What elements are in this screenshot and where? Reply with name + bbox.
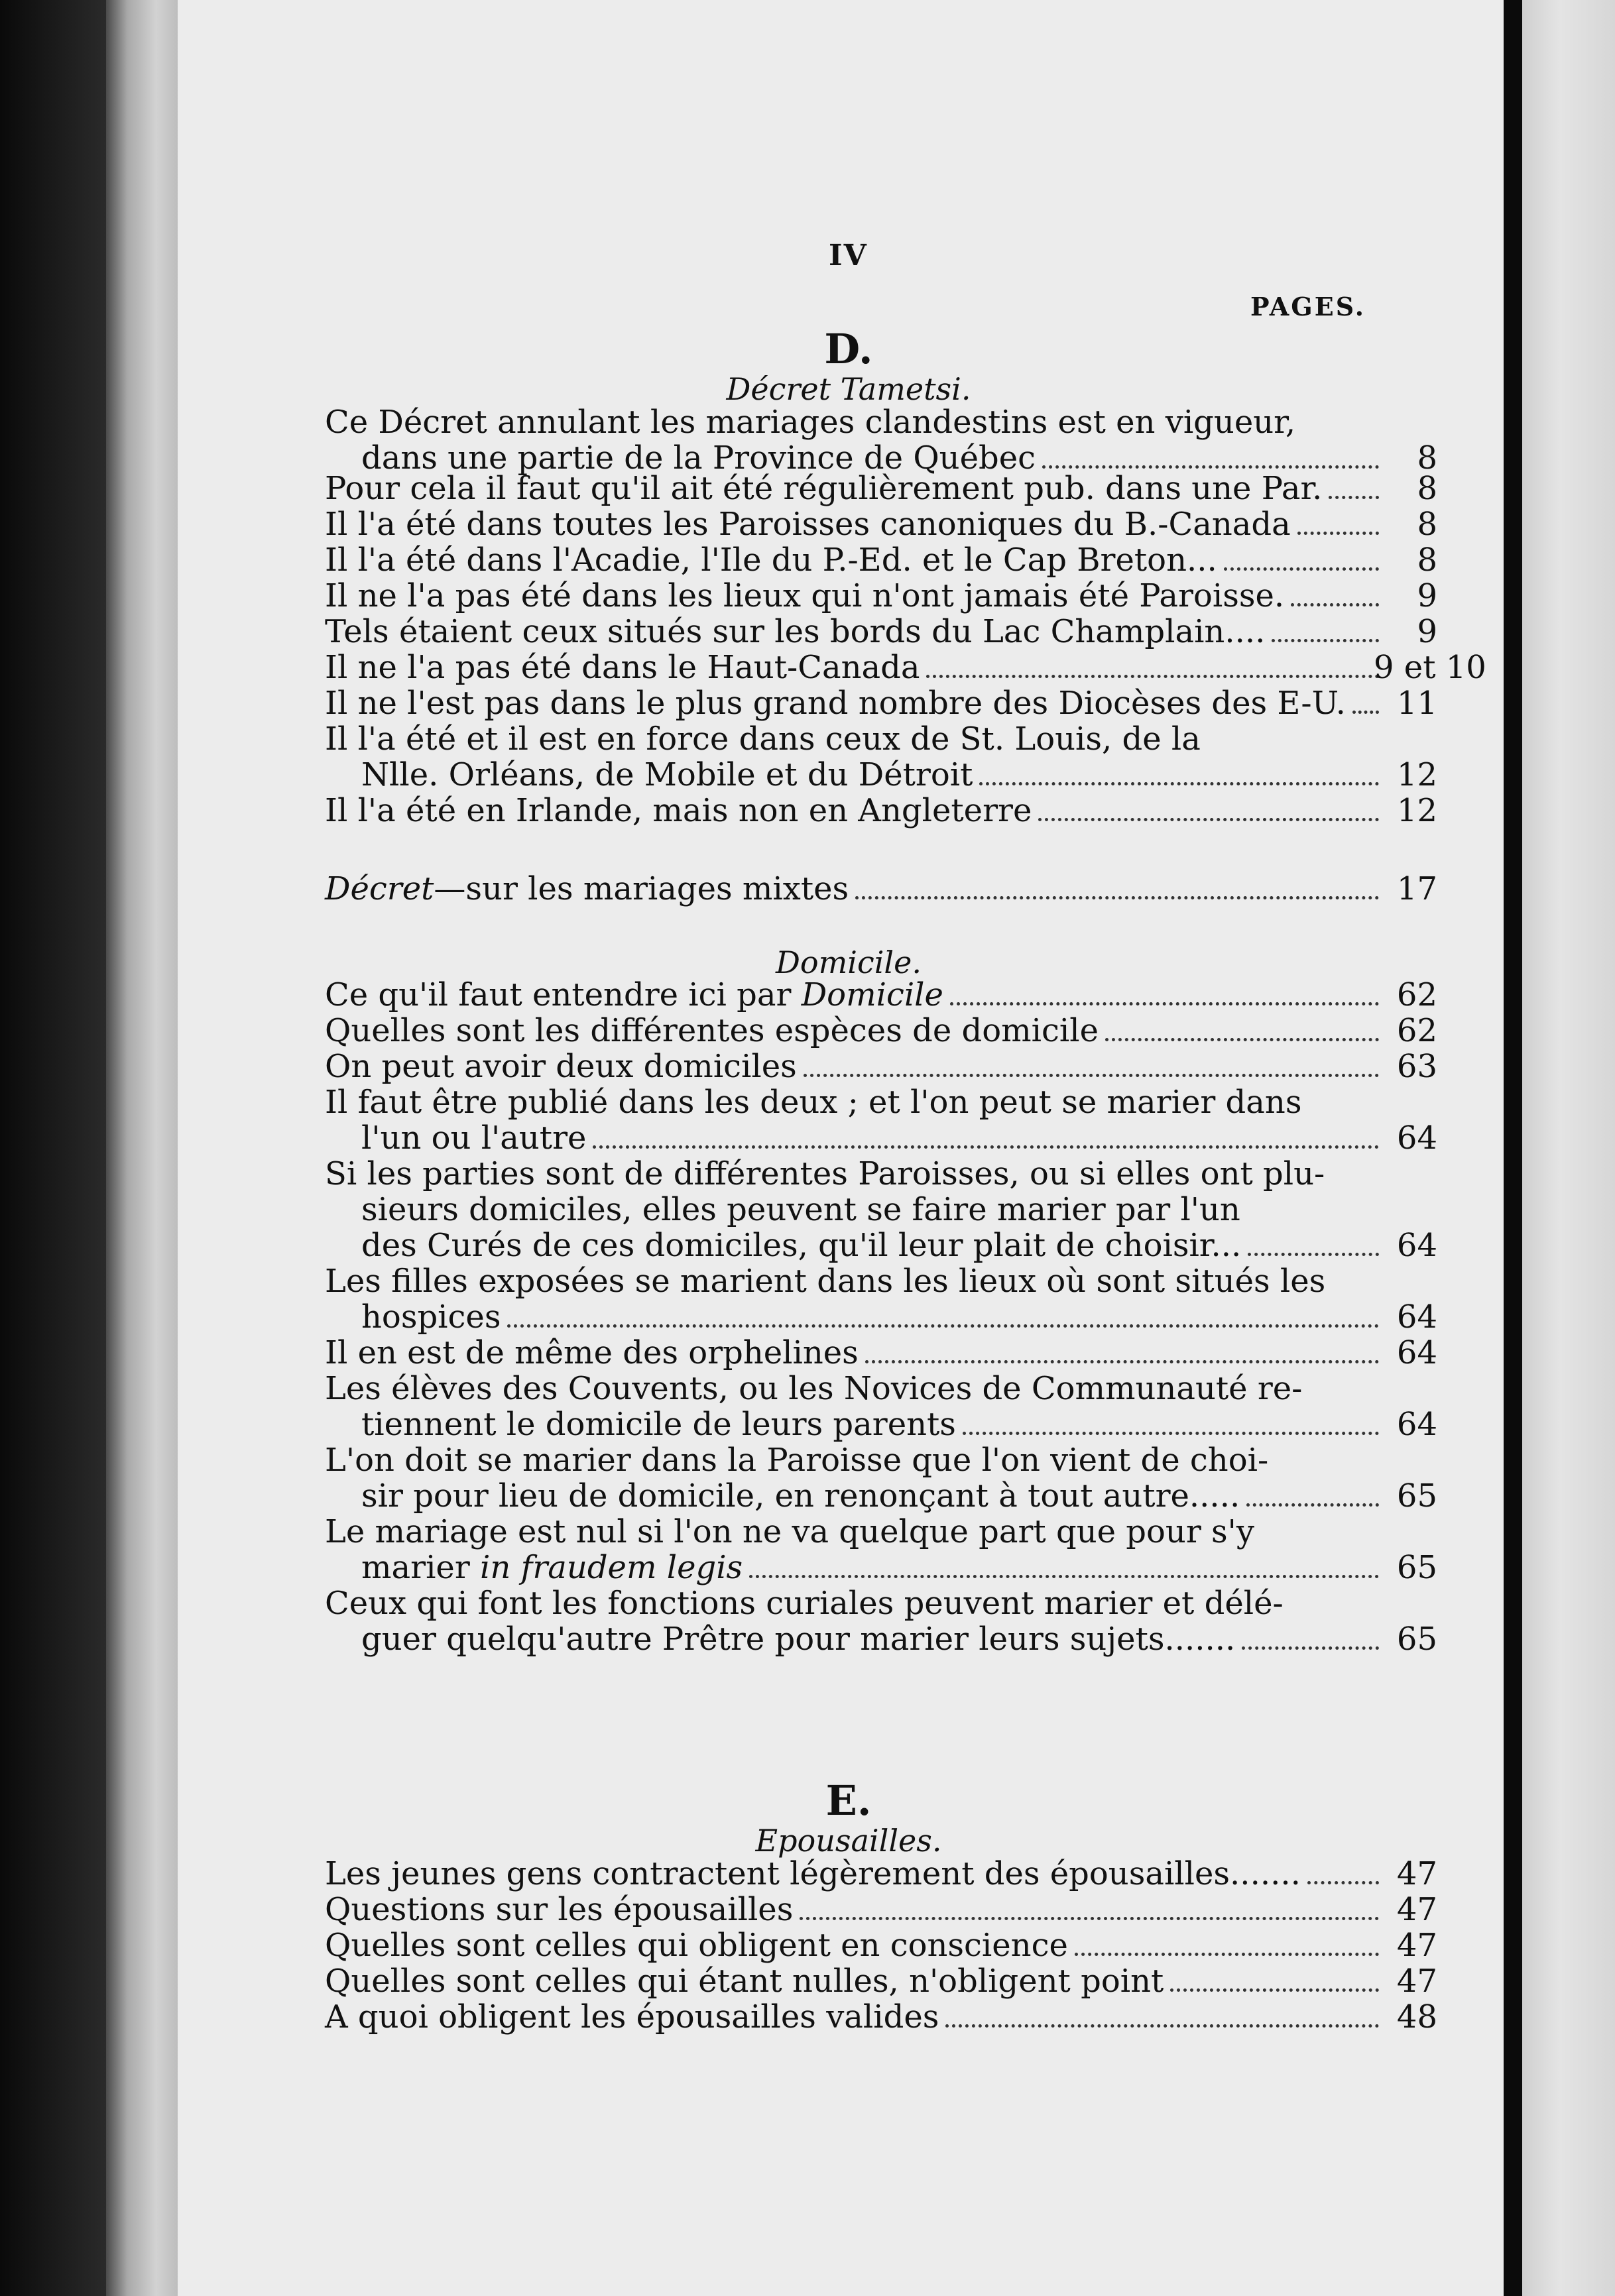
page-number: 47 — [1396, 1963, 1437, 2000]
dot-leader — [950, 1002, 1379, 1005]
entry-line — [325, 871, 1386, 907]
index-entry — [325, 1263, 1437, 1336]
page-number: 12 — [1396, 756, 1437, 793]
entry-text: sieurs domiciles, elles peuvent se faire marier par l'un — [361, 1191, 1240, 1228]
entry-line — [325, 721, 1386, 757]
index-entry — [325, 1513, 1437, 1586]
entry-text: —sur les mariages mixtes — [434, 870, 849, 907]
entry-line — [325, 1999, 1386, 2035]
index-entry — [325, 1442, 1437, 1515]
entry-text: marier in fraudem legis — [361, 1549, 743, 1586]
entry-line — [325, 1084, 1386, 1120]
page-number: 11 — [1396, 685, 1437, 722]
entry-line — [325, 1856, 1386, 1892]
dot-leader — [1242, 1646, 1379, 1650]
dot-leader — [979, 782, 1379, 785]
entry-text: Il en est de même des orphelines — [325, 1334, 859, 1371]
entry-text: l'un ou l'autre — [361, 1119, 587, 1157]
dot-leader — [855, 896, 1379, 899]
dot-leader — [963, 1432, 1379, 1435]
entry-text: Pour cela il faut qu'il ait été régulièrement pub. dans une Par. — [325, 470, 1323, 507]
page-number: 9 — [1417, 577, 1437, 614]
index-entry — [325, 506, 1437, 543]
entry-line — [325, 1120, 1386, 1156]
index-entry — [325, 542, 1437, 579]
entry-line — [325, 471, 1386, 506]
entry-text: Quelles sont les différentes espèces de domicile — [325, 1012, 1099, 1049]
index-entry — [325, 404, 1437, 477]
entry-text: Il l'a été et il est en force dans ceux de St. Louis, de la — [325, 720, 1201, 758]
dot-leader — [1307, 1881, 1379, 1884]
entry-text: A quoi obligent les épousailles valides — [325, 1998, 939, 2036]
entry-text: des Curés de ces domiciles, qu'il leur plait de choisir... — [361, 1227, 1242, 1264]
dot-leader — [1246, 1503, 1379, 1507]
entry-text: Il ne l'a pas été dans les lieux qui n'ont jamais été Paroisse. — [325, 577, 1285, 614]
entry-text: Ce qu'il faut entendre ici par Domicile — [325, 976, 943, 1013]
entry-text: Il ne l'a pas été dans le Haut-Canada — [325, 649, 920, 686]
page-number: 65 — [1396, 1549, 1437, 1586]
entry-line — [325, 614, 1386, 650]
page-number: 65 — [1396, 1477, 1437, 1515]
page-number: 64 — [1396, 1334, 1437, 1371]
entry-text: Tels étaient ceux situés sur les bords du Lac Champlain.... — [325, 613, 1266, 650]
entry-line — [325, 1927, 1386, 1963]
index-entry — [325, 685, 1437, 722]
entry-text: Si les parties sont de différentes Paroisses, ou si elles ont plu- — [325, 1155, 1325, 1192]
dot-leader — [1224, 567, 1379, 571]
entry-line — [325, 977, 1386, 1013]
dot-leader — [804, 1074, 1379, 1077]
page-number: 62 — [1396, 1012, 1437, 1049]
index-entry — [325, 1891, 1437, 1928]
entry-text: guer quelqu'autre Prêtre pour marier leurs sujets....... — [361, 1621, 1236, 1658]
entry-line — [325, 1299, 1386, 1335]
entry-line — [325, 578, 1386, 614]
entry-text: Quelles sont celles qui étant nulles, n'obligent point — [325, 1963, 1164, 2000]
entry-line — [325, 793, 1386, 829]
entry-text: hospices — [361, 1298, 501, 1336]
dot-leader — [1291, 603, 1379, 606]
entry-line — [325, 1335, 1386, 1371]
entry-text: Ceux qui font les fonctions curiales peuvent marier et délé- — [325, 1585, 1284, 1622]
entry-text: Ce Décret annulant les mariages clandestins est en vigueur, — [325, 404, 1296, 441]
index-entry — [325, 1855, 1437, 1892]
index-entry — [325, 1370, 1437, 1443]
entry-line — [325, 685, 1386, 721]
dot-leader — [1038, 818, 1379, 821]
entry-line — [325, 1013, 1386, 1049]
index-entry — [325, 1334, 1437, 1371]
index-entry — [325, 613, 1437, 650]
dot-leader — [1248, 1253, 1379, 1256]
index-heading: Domicile. — [776, 945, 922, 980]
entry-text: L'on doit se marier dans la Paroisse que l'on vient de choi- — [325, 1442, 1269, 1479]
page-number: 8 — [1417, 439, 1437, 477]
entry-line — [325, 1963, 1386, 1999]
entry-line — [325, 1049, 1386, 1084]
index-entry — [325, 1155, 1437, 1264]
index-entry — [325, 792, 1437, 829]
index-entry — [325, 470, 1437, 507]
index-entry — [325, 1084, 1437, 1157]
entry-text: tiennent le domicile de leurs parents — [361, 1406, 956, 1443]
entry-line — [325, 1550, 1386, 1585]
dot-leader — [749, 1575, 1379, 1578]
entry-line — [325, 1371, 1386, 1406]
page-number: 64 — [1396, 1119, 1437, 1157]
entry-text: Il l'a été en Irlande, mais non en Angleterre — [325, 792, 1032, 829]
page-number: 63 — [1396, 1048, 1437, 1085]
entry-line — [325, 1228, 1386, 1263]
entry-text: Il l'a été dans toutes les Paroisses canoniques du B.-Canada — [325, 506, 1291, 543]
index-entry — [325, 720, 1437, 793]
entry-text: Nlle. Orléans, de Mobile et du Détroit — [361, 756, 973, 793]
index-entry — [325, 1012, 1437, 1049]
entry-italic-term: in fraudem legis — [480, 1549, 743, 1586]
section-letter: E. — [825, 1776, 872, 1825]
entry-line — [325, 1585, 1386, 1621]
dot-leader — [1105, 1038, 1379, 1041]
entry-line — [325, 1192, 1386, 1228]
entry-text: Questions sur les épousailles — [325, 1891, 794, 1928]
index-entry — [325, 1998, 1437, 2036]
entry-text: Le mariage est nul si l'on ne va quelque part que pour s'y — [325, 1513, 1254, 1550]
pages-column-header: PAGES. — [1250, 292, 1366, 321]
page-number: 47 — [1396, 1891, 1437, 1928]
dot-leader — [800, 1917, 1379, 1920]
page-number: 47 — [1396, 1927, 1437, 1964]
entry-line — [325, 757, 1386, 793]
entry-line — [325, 1514, 1386, 1550]
entry-line — [325, 1156, 1386, 1192]
entry-line — [325, 506, 1386, 542]
entry-line — [325, 1263, 1386, 1299]
entry-line — [325, 1478, 1386, 1514]
page-number: 12 — [1396, 792, 1437, 829]
page-number: 17 — [1396, 870, 1437, 907]
dot-leader — [865, 1360, 1379, 1363]
page-folio: IV — [829, 239, 868, 272]
entry-line — [325, 650, 1386, 685]
entry-text: On peut avoir deux domiciles — [325, 1048, 797, 1085]
index-entry — [325, 1048, 1437, 1085]
index-entry — [325, 1963, 1437, 2000]
dot-leader — [1272, 639, 1379, 642]
page-number: 8 — [1417, 542, 1437, 579]
page-number: 64 — [1396, 1406, 1437, 1443]
page-number: 8 — [1417, 506, 1437, 543]
dot-leader — [1297, 532, 1379, 535]
entry-line — [325, 542, 1386, 578]
entry-text: Les élèves des Couvents, ou les Novices de Communauté re- — [325, 1370, 1303, 1407]
section-letter: D. — [824, 325, 873, 373]
dot-leader — [1170, 1988, 1379, 1992]
page-number: 64 — [1396, 1227, 1437, 1264]
index-entry — [325, 1927, 1437, 1964]
index-entry — [325, 870, 1437, 907]
entry-line — [325, 1406, 1386, 1442]
dot-leader — [926, 675, 1379, 678]
page-number: 64 — [1396, 1298, 1437, 1336]
page-number: 9 — [1417, 613, 1437, 650]
index-heading: Décret Tametsi. — [726, 371, 971, 407]
entry-text: dans une partie de la Province de Québec — [361, 439, 1036, 477]
entry-line — [325, 1621, 1386, 1657]
index-entry — [325, 577, 1437, 614]
page-number: 48 — [1396, 1998, 1437, 2036]
dot-leader — [507, 1324, 1379, 1328]
page-number: 62 — [1396, 976, 1437, 1013]
dot-leader — [1075, 1953, 1379, 1956]
dot-leader — [593, 1145, 1379, 1149]
dot-leader — [1329, 496, 1379, 499]
dot-leader — [1042, 465, 1379, 469]
entry-line — [325, 1892, 1386, 1927]
entry-text: Les filles exposées se marient dans les lieux où sont situés les — [325, 1263, 1326, 1300]
entry-italic-lead: Décret — [325, 870, 434, 907]
page-number: 8 — [1417, 470, 1437, 507]
page-number: 47 — [1396, 1855, 1437, 1892]
entry-text: Quelles sont celles qui obligent en conscience — [325, 1927, 1068, 1964]
entry-italic-term: Domicile — [801, 976, 943, 1013]
entry-line — [325, 404, 1386, 440]
page-number: 9 et 10 — [1374, 649, 1486, 686]
index-entry — [325, 1585, 1437, 1658]
entry-text: Il faut être publié dans les deux ; et l'on peut se marier dans — [325, 1084, 1302, 1121]
index-heading: Epousailles. — [755, 1823, 942, 1859]
dot-leader — [945, 2024, 1379, 2028]
index-entry — [325, 649, 1486, 686]
entry-text: sir pour lieu de domicile, en renonçant à tout autre..... — [361, 1477, 1240, 1515]
entry-text: Il l'a été dans l'Acadie, l'Ile du P.-Ed. et le Cap Breton... — [325, 542, 1217, 579]
entry-text: Il ne l'est pas dans le plus grand nombre des Diocèses des E-U. — [325, 685, 1346, 722]
entry-line — [325, 1442, 1386, 1478]
index-entry — [325, 976, 1437, 1013]
page-number: 65 — [1396, 1621, 1437, 1658]
entry-text: Les jeunes gens contractent légèrement des épousailles....... — [325, 1855, 1301, 1892]
